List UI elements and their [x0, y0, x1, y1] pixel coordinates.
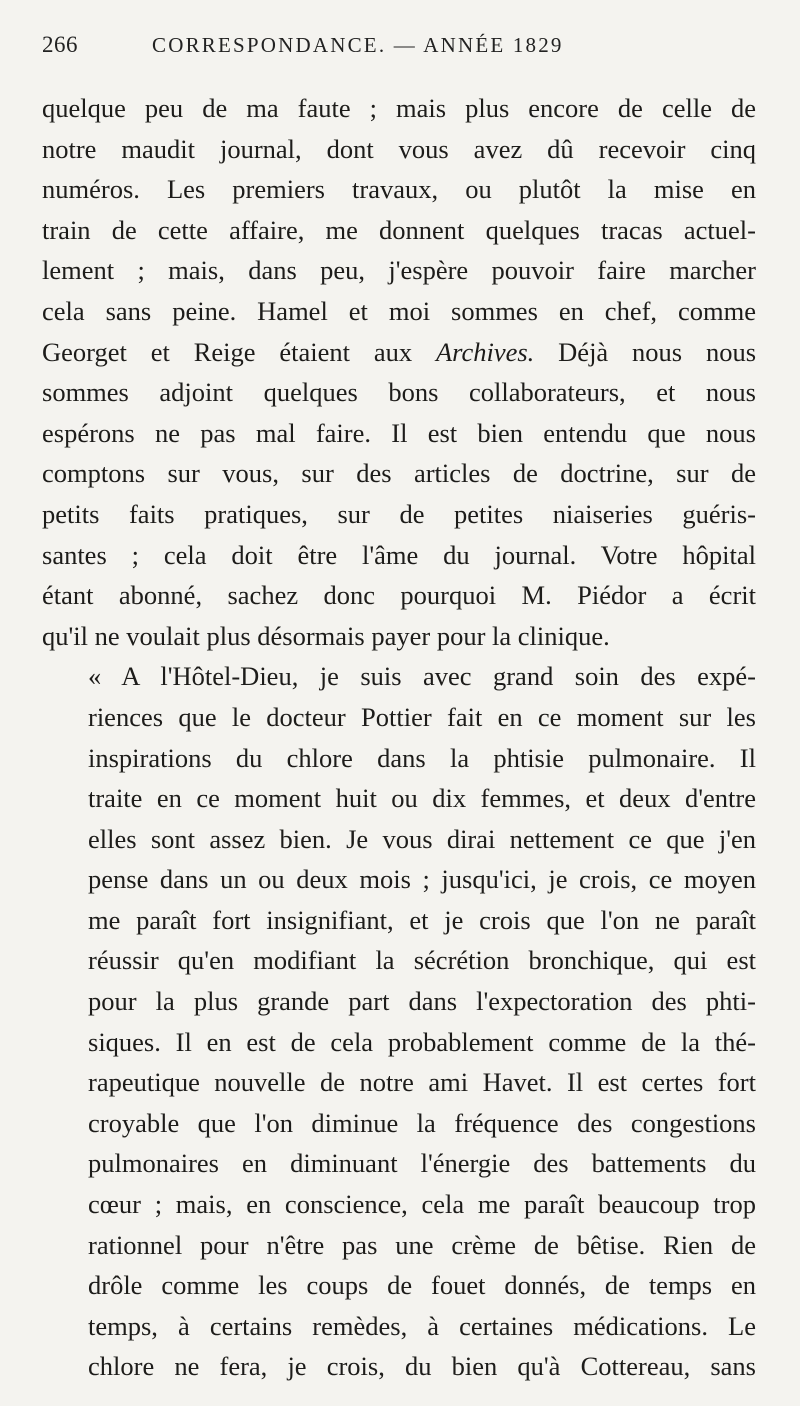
text-line: [42, 332, 756, 373]
text-line: numéros. Les premiers travaux, ou plutôt la mise en: [42, 174, 756, 205]
paragraph-1: [42, 88, 756, 656]
paragraph-2: [42, 656, 756, 1387]
text-line: me paraît fort insignifiant, et je crois que l'on ne paraît: [88, 904, 756, 935]
text-line: temps, à certains remèdes, à certaines médications. Le: [88, 1310, 756, 1341]
text-line: pour la plus grande part dans l'expectoration des phti-: [88, 986, 756, 1017]
text-line: cela sans peine. Hamel et moi sommes en chef, comme: [42, 295, 756, 326]
text-line: traite en ce moment huit ou dix femmes, et deux d'entre: [88, 783, 756, 814]
text-line: rationnel pour n'être pas une crème de bêtise. Rien de: [88, 1229, 756, 1260]
text-fragment: Georget et Reige étaient aux: [42, 336, 413, 367]
running-head: [42, 32, 756, 72]
text-line: siques. Il en est de cela probablement comme de la thé-: [88, 1026, 756, 1057]
text-line: « A l'Hôtel-Dieu, je suis avec grand soin des expé-: [88, 661, 756, 692]
text-line: lement ; mais, dans peu, j'espère pouvoir faire marcher: [42, 255, 756, 286]
text-line: inspirations du chlore dans la phtisie pulmonaire. Il: [88, 742, 756, 773]
running-title: CORRESPONDANCE. — ANNÉE 1829: [152, 33, 564, 57]
text-line: chlore ne fera, je crois, du bien qu'à Cottereau, sans: [88, 1351, 756, 1382]
text-line: comptons sur vous, sur des articles de doctrine, sur de: [42, 458, 756, 489]
text-line: elles sont assez bien. Je vous dirai nettement ce que j'en: [88, 823, 756, 854]
text-line: riences que le docteur Pottier fait en ce moment sur les: [88, 701, 756, 732]
text-line: petits faits pratiques, sur de petites niaiseries guéris-: [42, 498, 756, 529]
text-line: pense dans un ou deux mois ; jusqu'ici, je crois, ce moyen: [88, 864, 756, 895]
text-line: espérons ne pas mal faire. Il est bien entendu que nous: [42, 417, 756, 448]
text-line: rapeutique nouvelle de notre ami Havet. Il est certes fort: [88, 1067, 756, 1098]
text-line: qu'il ne voulait plus désormais payer pour la clinique.: [42, 620, 610, 651]
text-line: cœur ; mais, en conscience, cela me paraît beaucoup trop: [88, 1189, 756, 1220]
text-line: réussir qu'en modifiant la sécrétion bronchique, qui est: [88, 945, 756, 976]
text-line: drôle comme les coups de fouet donnés, de temps en: [88, 1270, 756, 1301]
text-line: croyable que l'on diminue la fréquence des congestions: [88, 1107, 756, 1138]
page-number: 266: [42, 32, 78, 57]
text-line: santes ; cela doit être l'âme du journal. Votre hôpital: [42, 539, 756, 570]
text-line: pulmonaires en diminuant l'énergie des battements du: [88, 1148, 756, 1179]
archives-title: Archives.: [435, 336, 535, 367]
text-line: sommes adjoint quelques bons collaborateurs, et nous: [42, 377, 756, 408]
text-line: étant abonné, sachez donc pourquoi M. Piédor a écrit: [42, 580, 756, 611]
text-fragment: Déjà nous nous: [558, 336, 757, 367]
text-line: train de cette affaire, me donnent quelques tracas actuel-: [42, 214, 756, 245]
text-line: quelque peu de ma faute ; mais plus encore de celle de: [42, 93, 756, 123]
text-line: notre maudit journal, dont vous avez dû recevoir cinq: [42, 133, 756, 164]
body-text: [42, 88, 756, 1387]
